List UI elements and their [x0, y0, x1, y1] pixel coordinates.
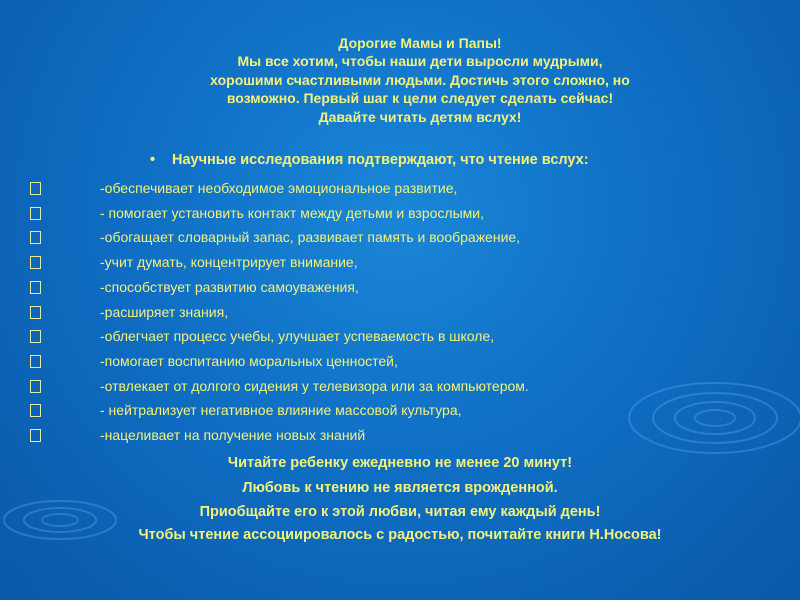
- closing-line: Читайте ребенку ежедневно не менее 20 минут!: [227, 455, 573, 471]
- list-item-text: -способствует развитию самоуважения,: [100, 278, 359, 295]
- bullet-box-icon: [30, 429, 41, 442]
- bullet-box-icon: [30, 380, 41, 393]
- closing-line: Приобщайте его к этой любви, читая ему каждый день!: [199, 504, 601, 520]
- list-item-text: -расширяет знания,: [100, 303, 229, 320]
- bullet-box-icon: [30, 306, 41, 319]
- research-heading-text: Научные исследования подтверждают, что чтение вслух:: [172, 152, 589, 168]
- bullet-box-icon: [30, 404, 41, 417]
- bullet-icon: •: [150, 152, 156, 168]
- greeting-block: [100, 34, 740, 126]
- list-item-text: -помогает воспитанию моральных ценностей,: [100, 352, 398, 369]
- list-item-text: - нейтрализует негативное влияние массовой культура,: [100, 402, 462, 419]
- greeting-line: хорошими счастливыми людьми. Достичь этого сложно, но: [210, 71, 630, 88]
- list-item-text: -обеспечивает необходимое эмоциональное развитие,: [100, 180, 458, 196]
- bullet-box-icon: [30, 330, 41, 343]
- list-item-text: -обогащает словарный запас, развивает память и воображение,: [100, 229, 521, 246]
- list-item-text: - помогает установить контакт между детьми и взрослыми,: [100, 204, 484, 221]
- list-item-text: -облегчает процесс учебы, улучшает успеваемость в школе,: [100, 328, 495, 345]
- greeting-line: Мы все хотим, чтобы наши дети выросли мудрыми,: [237, 53, 603, 70]
- research-heading: [150, 152, 589, 168]
- list-item-text: -нацеливает на получение новых знаний: [100, 427, 366, 443]
- bullet-box-icon: [30, 231, 41, 244]
- list-item-text: -отвлекает от долгого сидения у телевизора или за компьютером.: [100, 377, 529, 394]
- bullet-box-icon: [30, 281, 41, 294]
- bullet-box-icon: [30, 355, 41, 368]
- list-item-text: -учит думать, концентрирует внимание,: [100, 254, 358, 271]
- closing-line: Любовь к чтению не является врожденной.: [242, 480, 558, 496]
- bullet-box-icon: [30, 182, 41, 195]
- greeting-line: Дорогие Мамы и Папы!: [338, 35, 502, 51]
- greeting-line: возможно. Первый шаг к цели следует сделать сейчас!: [226, 90, 614, 107]
- bullet-box-icon: [30, 207, 41, 220]
- greeting-line: Давайте читать детям вслух!: [318, 108, 522, 125]
- closing-line: Чтобы чтение ассоциировалось с радостью, почитайте книги Н.Носова!: [138, 527, 662, 543]
- bullet-box-icon: [30, 256, 41, 269]
